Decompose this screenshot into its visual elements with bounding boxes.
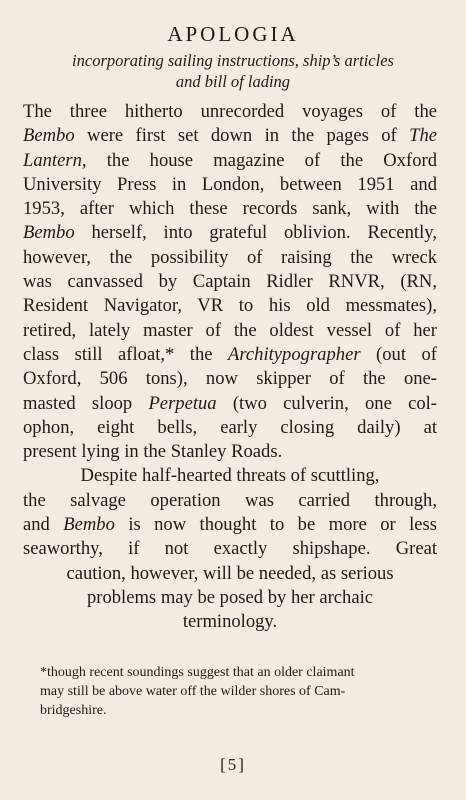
subtitle-line: and bill of lading — [175, 72, 291, 91]
text-line: retired, lately master of the oldest vessel of her — [23, 319, 437, 341]
text-line: University Press in London, between 1951 and — [23, 173, 437, 195]
text-line: caution, however, will be needed, as serious — [66, 562, 394, 584]
ship-name: Perpetua — [148, 392, 217, 414]
text-line — [23, 221, 437, 245]
text-line — [23, 149, 437, 173]
text-line: 1953, after which these records sank, with the — [23, 198, 437, 220]
text-line: Resident Navigator, VR to his old messmates), — [23, 295, 437, 317]
page-subtitle — [0, 50, 466, 92]
footnote-line: bridgeshire. — [40, 703, 107, 718]
text-line: present lying in the Stanley Roads. — [23, 441, 283, 463]
text-line: The three hitherto unrecorded voyages of the — [23, 101, 437, 122]
text-fragment: herself, into grateful oblivion. Recently, — [74, 222, 437, 244]
text-fragment: were first set down in the pages of — [74, 125, 410, 147]
text-line — [23, 513, 437, 537]
text-line: the salvage operation was carried through, — [23, 489, 437, 511]
text-fragment: class still afloat,* the — [23, 343, 229, 365]
magazine-name: The — [409, 125, 437, 147]
footnote-line: *though recent soundings suggest that an older claimant — [40, 665, 355, 680]
text-fragment: (two culverin, one col- — [216, 392, 437, 414]
text-line: terminology. — [182, 611, 278, 633]
paragraph-1 — [23, 100, 437, 464]
text-line: problems may be posed by her archaic — [86, 586, 374, 608]
page-number: [5] — [220, 755, 246, 774]
text-line — [23, 124, 437, 148]
paragraph-2 — [23, 464, 437, 634]
subtitle-line: incorporating sailing instructions, ship’s articles — [72, 51, 394, 70]
text-fragment: , the house magazine of the Oxford — [81, 149, 437, 171]
ship-name: Bembo — [23, 222, 75, 244]
text-fragment: (out of — [360, 343, 437, 365]
text-line: seaworthy, if not exactly shipshape. Great — [23, 538, 437, 560]
page-title: APOLOGIA — [167, 22, 299, 46]
text-line: however, the possibility of raising the wreck — [23, 246, 437, 268]
ship-name: Architypographer — [228, 343, 361, 365]
text-fragment: masted sloop — [23, 392, 149, 414]
body-text — [23, 100, 437, 635]
text-line — [23, 343, 437, 367]
text-line: Oxford, 506 tons), now skipper of the one- — [23, 368, 437, 390]
footnote — [40, 663, 438, 720]
text-fragment: and — [23, 514, 64, 536]
text-fragment: is now thought to be more or less — [114, 514, 437, 536]
magazine-name: Lantern — [23, 149, 82, 171]
text-line — [23, 392, 437, 416]
text-line: Despite half-hearted threats of scuttling, — [80, 465, 380, 487]
text-line: ophon, eight bells, early closing daily) at — [23, 416, 437, 438]
text-line: was canvassed by Captain Ridler RNVR, (RN, — [23, 271, 437, 293]
ship-name: Bembo — [23, 125, 75, 147]
ship-name: Bembo — [63, 514, 115, 536]
footnote-line: may still be above water off the wilder shores of Cam- — [40, 684, 346, 699]
